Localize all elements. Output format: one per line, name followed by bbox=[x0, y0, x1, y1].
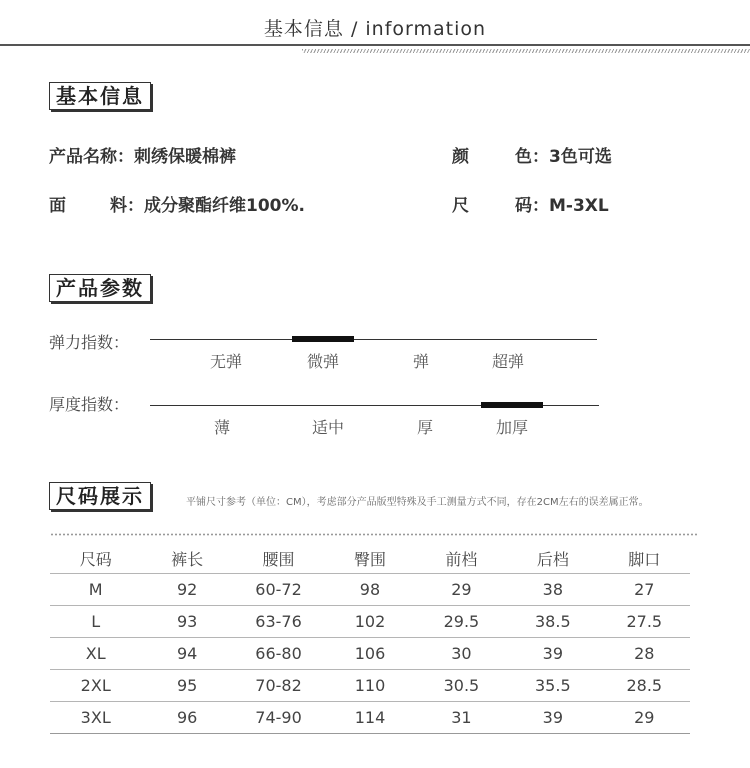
header-cell-front-rise: 前档 bbox=[416, 543, 507, 574]
thickness-label: 厚度指数： bbox=[49, 395, 130, 414]
size-label-b: 码： bbox=[515, 196, 549, 216]
elasticity-selected-marker bbox=[292, 336, 354, 342]
table-cell: 29 bbox=[416, 574, 507, 606]
thickness-option: 薄 bbox=[213, 418, 230, 437]
table-cell: 66-80 bbox=[233, 638, 324, 670]
header-cell-leg-opening: 脚口 bbox=[599, 543, 690, 574]
header-cell-waist: 腰围 bbox=[233, 543, 324, 574]
fabric-value: 成分聚酯纤维100%. bbox=[144, 196, 305, 216]
table-cell: M bbox=[50, 574, 141, 606]
thickness-option: 加厚 bbox=[495, 418, 528, 437]
header-cell-hip: 臀围 bbox=[324, 543, 415, 574]
size-range-row bbox=[452, 191, 609, 216]
section-title-basic-info: 基本信息 bbox=[49, 82, 151, 110]
elasticity-scale-line bbox=[150, 339, 597, 340]
table-cell: 31 bbox=[416, 702, 507, 734]
page-header-title: 基本信息 / information bbox=[263, 18, 487, 40]
section-title-product-params: 产品参数 bbox=[49, 274, 151, 302]
table-cell: 93 bbox=[141, 606, 232, 638]
size-label-a: 尺 bbox=[452, 196, 469, 216]
table-cell: 74-90 bbox=[233, 702, 324, 734]
fabric-label-b: 料： bbox=[110, 196, 144, 216]
table-cell: 3XL bbox=[50, 702, 141, 734]
header-hatch-decoration bbox=[302, 49, 750, 53]
size-chart-note: 平铺尺寸参考（单位：CM），考虑部分产品版型特殊及手工测量方式不同，存在2CM左右的误差属正常。 bbox=[186, 497, 649, 508]
table-cell: 94 bbox=[141, 638, 232, 670]
table-cell: 106 bbox=[324, 638, 415, 670]
elasticity-option: 无弹 bbox=[209, 352, 242, 371]
section-title-size-chart: 尺码展示 bbox=[49, 482, 151, 510]
color-label-b: 色： bbox=[515, 147, 549, 167]
table-cell: 30 bbox=[416, 638, 507, 670]
color-value: 3色可选 bbox=[549, 147, 612, 167]
header-cell-length: 裤长 bbox=[141, 543, 232, 574]
header-cell-size: 尺码 bbox=[50, 543, 141, 574]
size-table-header-row bbox=[50, 543, 690, 574]
color-label-a: 颜 bbox=[452, 147, 469, 167]
thickness-selected-marker bbox=[481, 402, 543, 408]
table-cell: 60-72 bbox=[233, 574, 324, 606]
table-cell: 29 bbox=[599, 702, 690, 734]
table-dotted-divider bbox=[50, 533, 698, 536]
table-cell: 28 bbox=[599, 638, 690, 670]
table-cell: 98 bbox=[324, 574, 415, 606]
elasticity-option: 弹 bbox=[412, 352, 429, 371]
product-name-row bbox=[49, 142, 236, 167]
size-table bbox=[50, 543, 690, 734]
elasticity-option: 微弹 bbox=[306, 352, 339, 371]
table-row bbox=[50, 638, 690, 670]
table-row bbox=[50, 606, 690, 638]
table-cell: 30.5 bbox=[416, 670, 507, 702]
header-cell-back-rise: 后档 bbox=[507, 543, 598, 574]
table-cell: 114 bbox=[324, 702, 415, 734]
table-cell: 39 bbox=[507, 638, 598, 670]
table-cell: 63-76 bbox=[233, 606, 324, 638]
header-divider bbox=[0, 44, 750, 46]
size-range-value: M-3XL bbox=[549, 196, 609, 216]
table-row bbox=[50, 702, 690, 734]
table-cell: XL bbox=[50, 638, 141, 670]
table-row bbox=[50, 574, 690, 606]
thickness-option: 厚 bbox=[416, 418, 433, 437]
product-name-value: 刺绣保暖棉裤 bbox=[134, 147, 236, 167]
color-row bbox=[452, 142, 612, 167]
product-name-label: 产品名称： bbox=[49, 147, 134, 167]
table-cell: 35.5 bbox=[507, 670, 598, 702]
elasticity-label: 弹力指数： bbox=[49, 333, 130, 352]
table-row bbox=[50, 670, 690, 702]
thickness-option: 适中 bbox=[311, 418, 344, 437]
table-cell: 70-82 bbox=[233, 670, 324, 702]
table-cell: 38 bbox=[507, 574, 598, 606]
table-cell: 96 bbox=[141, 702, 232, 734]
table-cell: 95 bbox=[141, 670, 232, 702]
table-cell: 110 bbox=[324, 670, 415, 702]
fabric-row bbox=[49, 191, 305, 216]
table-cell: 27 bbox=[599, 574, 690, 606]
elasticity-option: 超弹 bbox=[491, 352, 524, 371]
table-cell: 92 bbox=[141, 574, 232, 606]
table-cell: 38.5 bbox=[507, 606, 598, 638]
table-cell: 2XL bbox=[50, 670, 141, 702]
table-cell: 28.5 bbox=[599, 670, 690, 702]
table-cell: 102 bbox=[324, 606, 415, 638]
table-cell: 27.5 bbox=[599, 606, 690, 638]
table-cell: L bbox=[50, 606, 141, 638]
fabric-label-a: 面 bbox=[49, 196, 66, 216]
table-cell: 29.5 bbox=[416, 606, 507, 638]
table-cell: 39 bbox=[507, 702, 598, 734]
